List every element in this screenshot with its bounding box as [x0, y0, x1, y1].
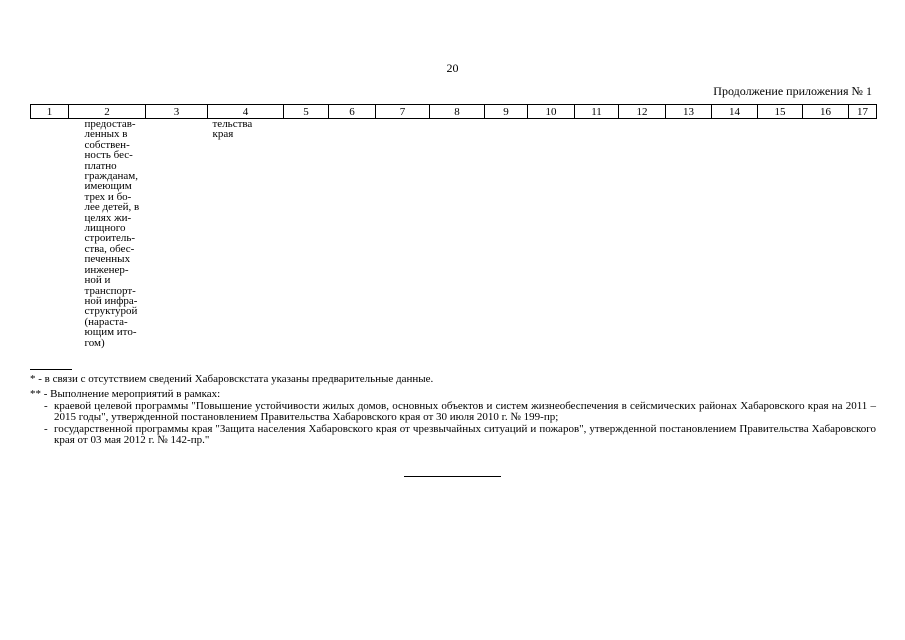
- table-cell: [329, 119, 376, 348]
- column-header: 11: [575, 105, 619, 119]
- column-header: 2: [69, 105, 146, 119]
- column-header: 17: [849, 105, 877, 119]
- footnote-divider: [30, 369, 72, 370]
- dash-marker: -: [44, 400, 48, 412]
- header-row: [31, 105, 877, 119]
- column-header: 13: [666, 105, 712, 119]
- table-cell: [376, 119, 430, 348]
- continuation-label: Продолжение приложения № 1: [713, 84, 872, 98]
- table-cell: [575, 119, 619, 348]
- column-header: 16: [803, 105, 849, 119]
- table-cell: [849, 119, 877, 348]
- table-cell: [758, 119, 803, 348]
- table-row: [31, 119, 877, 348]
- footnote-item-text: государственной программы края "Защита населения Хабаровского края от чрезвычайных ситуаций и пожаров", утвержденной постановлением Правительства Хабаровского края от 03 мая 2012 г. № 142-пр.": [54, 423, 876, 446]
- cell-text-indicator: предостав- ленных в собствен- ность бес- платно гражданам, имеющим трех и бо- лее детей, в целях жи- лищного строитель- ства, обес- печенных инженер- ной и транспорт- ной инфра- структурой (нараста- ющим ито- гом): [84, 118, 140, 349]
- footnote-list-item: [30, 401, 876, 422]
- table-cell: [528, 119, 575, 348]
- footnote-item-text: краевой целевой программы "Повышение устойчивости жилых домов, основных объектов и систем жизнеобеспечения в сейсмических районах Хабаровского края на 2011 – 2015 годы", утвержденной постановлением Правительства Хабаровского края от 30 июля 2010 г. № 199-пр;: [54, 400, 876, 423]
- footnote-preliminary: * - в связи с отсутствием сведений Хабаровскстата указаны предварительные данные.: [30, 373, 434, 385]
- column-header: 12: [619, 105, 666, 119]
- page-number: 20: [446, 61, 459, 75]
- column-header: 14: [712, 105, 758, 119]
- column-header: 3: [146, 105, 208, 119]
- footnotes: [30, 374, 876, 447]
- column-header: 8: [430, 105, 485, 119]
- table-cell: [31, 119, 69, 348]
- column-header: 15: [758, 105, 803, 119]
- data-table: [30, 104, 877, 348]
- column-header: 4: [208, 105, 284, 119]
- column-header: 9: [485, 105, 528, 119]
- table-cell: [666, 119, 712, 348]
- table-cell: [69, 119, 146, 348]
- end-divider: [404, 476, 501, 477]
- dash-marker: -: [44, 423, 48, 435]
- column-header: 10: [528, 105, 575, 119]
- column-header: 7: [376, 105, 430, 119]
- table-cell: [208, 119, 284, 348]
- footnote-programs: ** - Выполнение мероприятий в рамках:: [30, 387, 221, 400]
- table-cell: [803, 119, 849, 348]
- column-header: 5: [284, 105, 329, 119]
- footnote-list-item: [30, 424, 876, 445]
- cell-text-responsible: тельства края: [212, 118, 253, 141]
- table-cell: [430, 119, 485, 348]
- column-header: 1: [31, 105, 69, 119]
- table-cell: [284, 119, 329, 348]
- table-cell: [485, 119, 528, 348]
- table-cell: [619, 119, 666, 348]
- table-cell: [712, 119, 758, 348]
- column-header: 6: [329, 105, 376, 119]
- table-cell: [146, 119, 208, 348]
